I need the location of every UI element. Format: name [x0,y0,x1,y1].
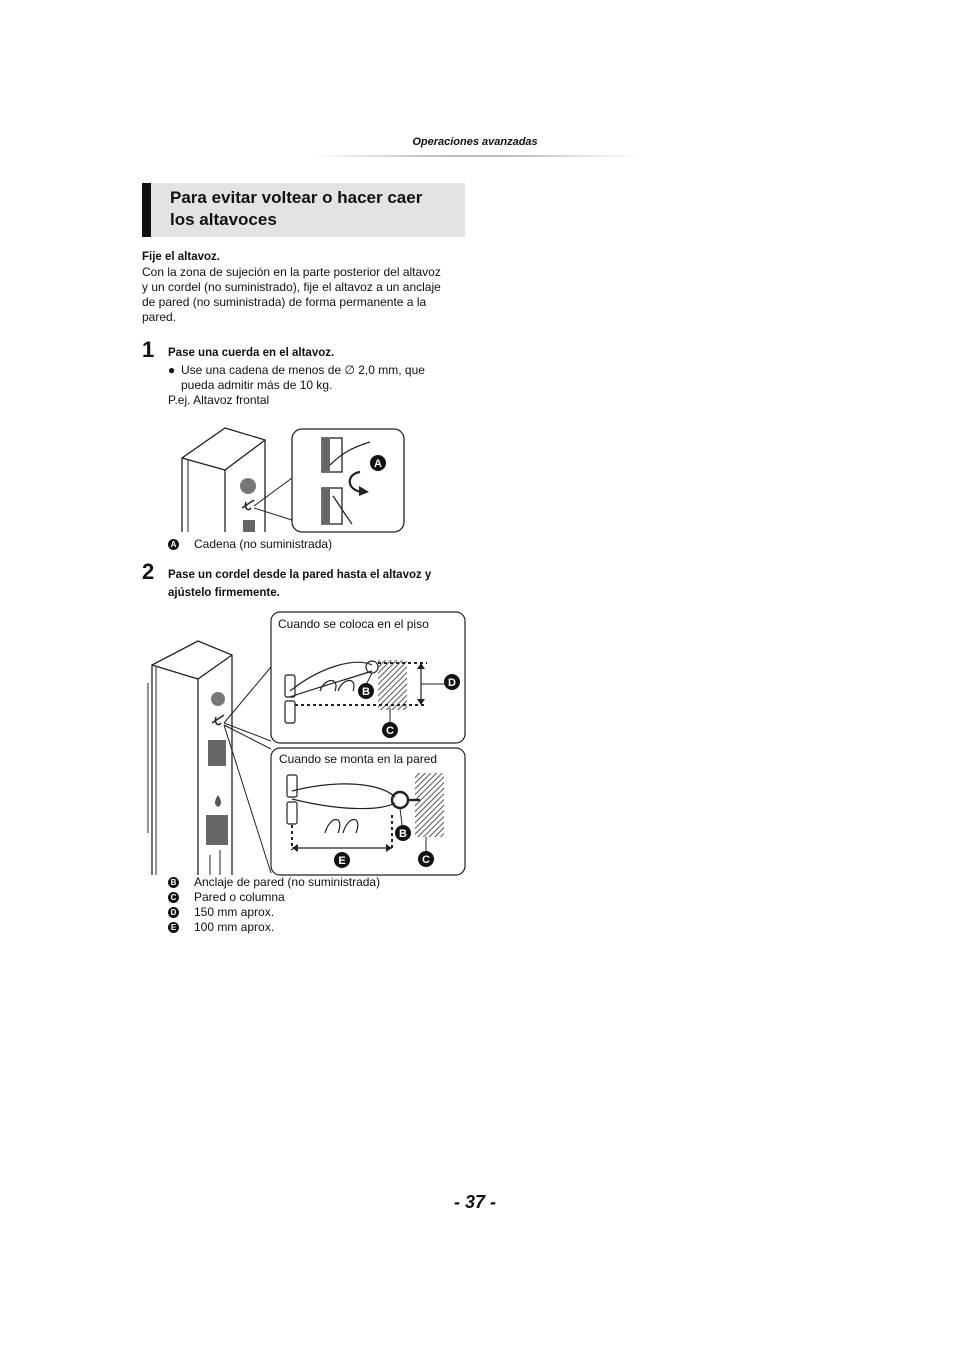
label-e-marker [334,852,350,868]
step-2-number: 2 [142,559,155,584]
label-d: D [448,677,456,689]
bullet-icon: ● [168,363,176,377]
floor-detail-box [271,612,465,743]
step-2-title-line1: Pase un cordel desde la pared hasta el altavoz y [168,569,432,581]
page-number: - 37 - [453,1192,496,1212]
legend-a-marker: A [168,539,179,550]
label-b-floor: B [362,686,370,698]
figure-speaker-cord [140,605,470,880]
legend-a-text: Cadena (no suministrada) [194,537,333,551]
section-title-line2: los altavoces [170,210,277,229]
floor-caption: Cuando se coloca en el piso [278,617,429,631]
step-2-title-line2: ajústelo firmemente. [168,587,280,599]
intro-label: Fije el altavoz. [142,251,220,263]
legend-c-marker: C [168,892,179,903]
callout-lines [224,667,271,873]
legend-e-text: 100 mm aprox. [194,920,275,934]
step-2-title [168,566,468,602]
floor-wall-hatch [378,660,407,710]
intro-line4: pared. [142,310,177,324]
legend-c-text: Pared o columna [194,890,285,904]
label-b-marker-floor [358,683,374,699]
legend-b-text: Anclaje de pared (no suministrada) [194,875,381,889]
intro-line1: Con la zona de sujeción en la parte posterior del altavoz [142,265,441,279]
step-1-bullet-line1: Use una cadena de menos de ∅ 2,0 mm, que [181,363,425,377]
tall-speaker-illustration [148,641,232,875]
label-c-marker-wall [418,851,434,867]
legend-d-text: 150 mm aprox. [194,905,275,919]
step-1-bullet-line2: pueda admitir más de 10 kg. [181,378,333,392]
zoom-detail-box [292,429,404,532]
label-b-wall: B [399,828,407,840]
section-title [170,187,460,231]
step-1-number: 1 [142,337,155,362]
label-a-marker [370,455,386,471]
label-c-marker-floor [382,722,398,738]
intro-line2: y un cordel (no suministrado), fije el altavoz a un anclaje [142,280,441,294]
figure-speaker-chain [170,420,410,538]
label-a: A [374,458,382,470]
legend-d-marker: D [168,907,179,918]
running-header: Operaciones avanzadas [412,136,538,148]
intro-text [142,265,467,325]
legend-e-marker: E [168,922,179,933]
step-1-title: Pase una cuerda en el altavoz. [168,347,335,359]
wall-hatch [415,773,444,837]
label-e: E [338,855,346,867]
section-heading-bar [142,183,151,237]
wall-caption: Cuando se monta en la pared [279,752,438,766]
legend-b-marker: B [168,877,179,888]
header-rule [310,155,640,157]
label-b-marker-wall [395,825,411,841]
step-1-example: P.ej. Altavoz frontal [168,393,270,407]
intro-line3: de pared (no suministrada) de forma permanente a la [142,295,427,309]
label-d-marker [444,674,460,690]
section-title-line1: Para evitar voltear o hacer caer [170,188,423,207]
speaker-illustration [182,428,265,532]
label-c-floor: C [386,725,394,737]
label-c-wall: C [422,854,430,866]
zoom-callout-lines [254,478,292,520]
